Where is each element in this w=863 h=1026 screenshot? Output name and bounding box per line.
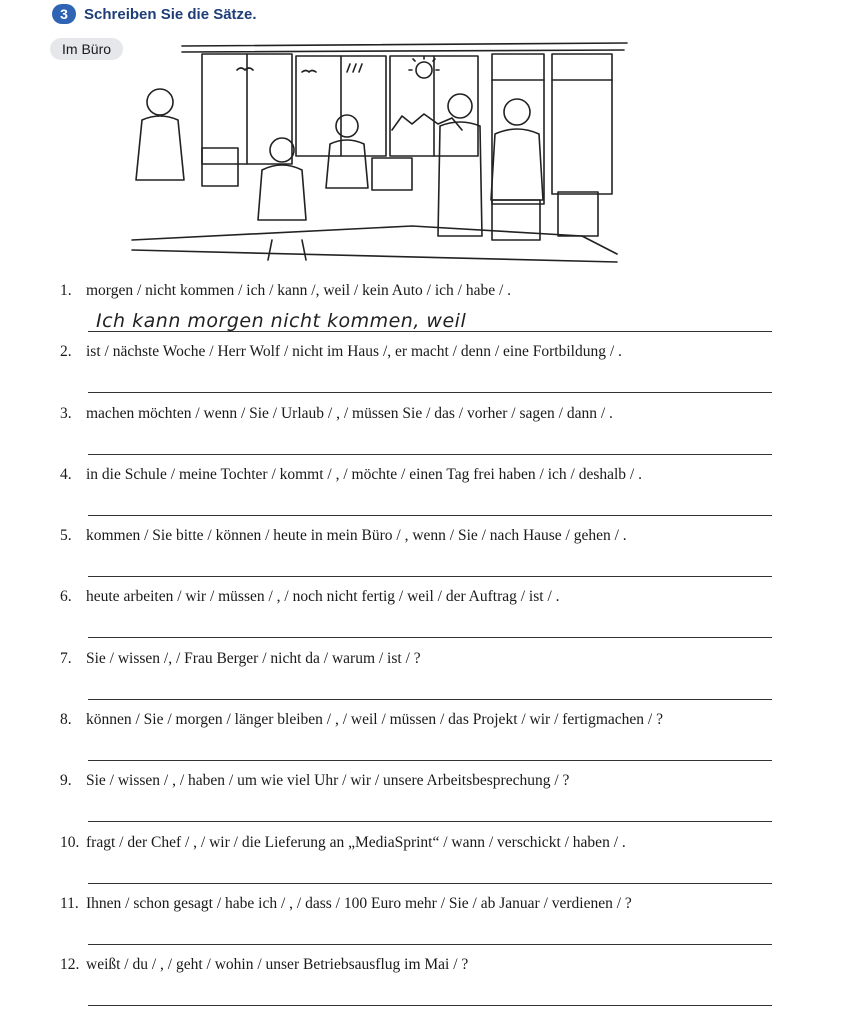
list-item: [60, 588, 772, 649]
exercise-prompt: in die Schule / meine Tochter / kommt / , / möchte / einen Tag frei haben / ich / deshalb / .: [86, 465, 642, 483]
exercise-prompt: weißt / du / , / geht / wohin / unser Betriebsausflug im Mai / ?: [86, 956, 469, 974]
answer-line[interactable]: [88, 760, 772, 761]
list-item: [60, 527, 772, 588]
answer-line[interactable]: [88, 883, 772, 884]
exercise-prompt: können / Sie / morgen / länger bleiben / , / weil / müssen / das Projekt / wir / fertigmachen / ?: [86, 711, 663, 729]
exercise-number: 12.: [60, 956, 80, 974]
list-item: [60, 343, 772, 404]
exercise-prompt: Sie / wissen / , / haben / um wie viel Uhr / wir / unsere Arbeitsbesprechung / ?: [86, 772, 570, 790]
list-item: [60, 834, 772, 895]
exercise-prompt: machen möchten / wenn / Sie / Urlaub / , / müssen Sie / das / vorher / sagen / dann / .: [86, 404, 613, 422]
answer-line[interactable]: [88, 576, 772, 577]
answer-line[interactable]: [88, 699, 772, 700]
answer-line[interactable]: [88, 821, 772, 822]
exercise-header: [52, 4, 257, 24]
list-item: [60, 650, 772, 711]
exercise-number: 10.: [60, 833, 80, 851]
exercise-prompt: kommen / Sie bitte / können / heute in mein Büro / , wenn / Sie / nach Hause / gehen / .: [86, 527, 627, 545]
list-item: [60, 466, 772, 527]
exercise-prompt: heute arbeiten / wir / müssen / , / noch nicht fertig / weil / der Auftrag / ist / .: [86, 588, 560, 606]
office-illustration: [112, 40, 632, 268]
answer-line[interactable]: [88, 454, 772, 455]
exercise-prompt: Ihnen / schon gesagt / habe ich / , / dass / 100 Euro mehr / Sie / ab Januar / verdienen / ?: [86, 894, 632, 912]
list-item: [60, 956, 772, 1017]
exercise-number: 5.: [60, 527, 72, 545]
exercise-number: 11.: [60, 894, 79, 912]
answer-line[interactable]: [88, 515, 772, 516]
exercise-number: 7.: [60, 649, 72, 667]
answer-line[interactable]: [88, 331, 772, 332]
exercise-number-badge: 3: [52, 4, 76, 24]
answer-line[interactable]: [88, 1005, 772, 1006]
answer-line[interactable]: [88, 392, 772, 393]
answer-line[interactable]: [88, 944, 772, 945]
exercise-number: 6.: [60, 588, 72, 606]
exercise-list: [60, 282, 772, 1018]
exercise-prompt: fragt / der Chef / , / wir / die Lieferung an „MediaSprint“ / wann / verschickt / haben / .: [86, 833, 626, 851]
list-item: [60, 711, 772, 772]
exercise-prompt: morgen / nicht kommen / ich / kann /, weil / kein Auto / ich / habe / .: [86, 282, 512, 299]
exercise-number: 2.: [60, 343, 72, 361]
handwritten-answer: Ich kann morgen nicht kommen, weil: [96, 310, 467, 332]
topic-label: Im Büro: [50, 38, 123, 60]
exercise-number: 8.: [60, 711, 72, 729]
list-item: [60, 282, 772, 343]
exercise-number: 3.: [60, 404, 72, 422]
list-item: [60, 405, 772, 466]
exercise-prompt: ist / nächste Woche / Herr Wolf / nicht im Haus /, er macht / denn / eine Fortbildung / .: [86, 343, 622, 361]
exercise-number: 9.: [60, 772, 72, 790]
exercise-title: Schreiben Sie die Sätze.: [84, 5, 257, 23]
list-item: [60, 895, 772, 956]
answer-line[interactable]: [88, 637, 772, 638]
exercise-number: 1.: [60, 282, 72, 299]
exercise-prompt: Sie / wissen /, / Frau Berger / nicht da / warum / ist / ?: [86, 649, 421, 667]
list-item: [60, 772, 772, 833]
exercise-number: 4.: [60, 465, 72, 483]
